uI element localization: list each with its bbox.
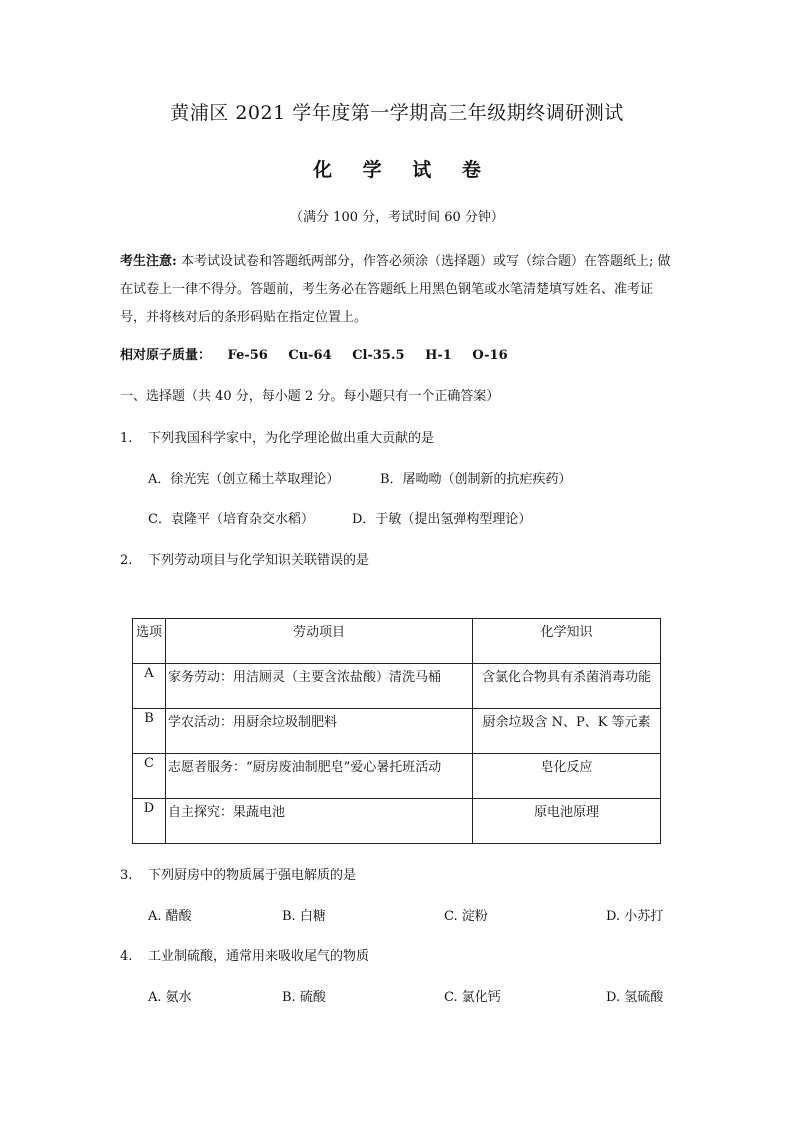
atomic-mass-item: Cu-64 <box>288 348 332 363</box>
table-cell: 家务劳动：用洁厕灵（主要含浓盐酸）清洗马桶 <box>166 664 473 709</box>
table-header-cell: 化学知识 <box>473 619 661 664</box>
table-cell: 志愿者服务：“厨房废油制肥皂”爱心暑托班活动 <box>166 754 473 799</box>
question-2 <box>120 549 369 568</box>
atomic-mass-item: Cl-35.5 <box>352 348 405 363</box>
table-header-cell: 劳动项目 <box>166 619 473 664</box>
option-c: C. 氯化钙 <box>444 990 501 1005</box>
notice-label: 考生注意: <box>120 254 177 269</box>
question-number: 4. <box>120 949 133 964</box>
table-row <box>133 709 661 754</box>
table-cell: 含氯化合物具有杀菌消毒功能 <box>473 664 661 709</box>
option-d: D. 氢硫酸 <box>606 990 664 1005</box>
table-header-cell: 选项 <box>133 619 166 664</box>
table-cell: A <box>133 664 166 709</box>
option-a: A. 醋酸 <box>148 909 192 924</box>
table-cell: 自主探究：果蔬电池 <box>166 799 473 844</box>
question-number: 3. <box>120 868 133 883</box>
table-cell: D <box>133 799 166 844</box>
question-stem: 下列我国科学家中，为化学理论做出重大贡献的是 <box>148 431 435 446</box>
option-b: B. 硫酸 <box>282 990 326 1005</box>
atomic-mass-item: Fe-56 <box>227 348 268 363</box>
atomic-mass-item: O-16 <box>472 348 508 363</box>
table-cell: 皂化反应 <box>473 754 661 799</box>
option-d: D．于敏（提出氢弹构型理论） <box>352 512 532 527</box>
question-2-table <box>132 618 661 844</box>
option-d: D. 小苏打 <box>606 909 664 924</box>
table-row <box>133 664 661 709</box>
option-a: A. 氨水 <box>148 990 192 1005</box>
section-heading: 一、选择题（共 40 分，每小题 2 分。每小题只有一个正确答案） <box>120 389 500 404</box>
atomic-mass-label: 相对原子质量： <box>120 348 212 363</box>
option-b: B. 白糖 <box>282 909 326 924</box>
atomic-mass-line <box>120 344 524 363</box>
option-b: B．屠呦呦（创制新的抗疟疾药） <box>380 472 572 487</box>
exam-title: 黄浦区 2021 学年度第一学期高三年级期终调研测试 <box>170 102 624 124</box>
table-cell: 厨余垃圾含 N、P、K 等元素 <box>473 709 661 754</box>
option-c: C. 淀粉 <box>444 909 488 924</box>
table-row <box>133 754 661 799</box>
notice-text: 本考试设试卷和答题纸两部分，作答必须涂（选择题）或写（综合题）在答题纸上; 做在试卷上一律不得分。答题前，考生务必在答题纸上用黑色钢笔或水笔清楚填写姓名、准考证号，并将核对后的条形码贴在指定位置上。 <box>120 254 671 325</box>
question-4 <box>120 945 369 964</box>
exam-time-note: （满分 100 分，考试时间 60 分钟） <box>290 210 504 225</box>
question-3 <box>120 864 356 883</box>
option-c: C．袁隆平（培育杂交水稻） <box>148 512 314 527</box>
table-header-row <box>133 619 661 664</box>
question-1 <box>120 427 434 446</box>
atomic-mass-item: H-1 <box>425 348 452 363</box>
table-cell: C <box>133 754 166 799</box>
question-number: 1. <box>120 431 133 446</box>
option-a: A．徐光宪（创立稀土萃取理论） <box>148 472 340 487</box>
table-cell: 原电池原理 <box>473 799 661 844</box>
table-row <box>133 799 661 844</box>
question-stem: 工业制硫酸，通常用来吸收尾气的物质 <box>148 949 370 964</box>
table-cell: B <box>133 709 166 754</box>
candidate-notice <box>120 248 676 332</box>
question-number: 2. <box>120 553 133 568</box>
question-stem: 下列厨房中的物质属于强电解质的是 <box>148 868 357 883</box>
question-stem: 下列劳动项目与化学知识关联错误的是 <box>148 553 370 568</box>
exam-subtitle: 化 学 试 卷 <box>313 159 493 181</box>
table-cell: 学农活动：用厨余垃圾制肥料 <box>166 709 473 754</box>
